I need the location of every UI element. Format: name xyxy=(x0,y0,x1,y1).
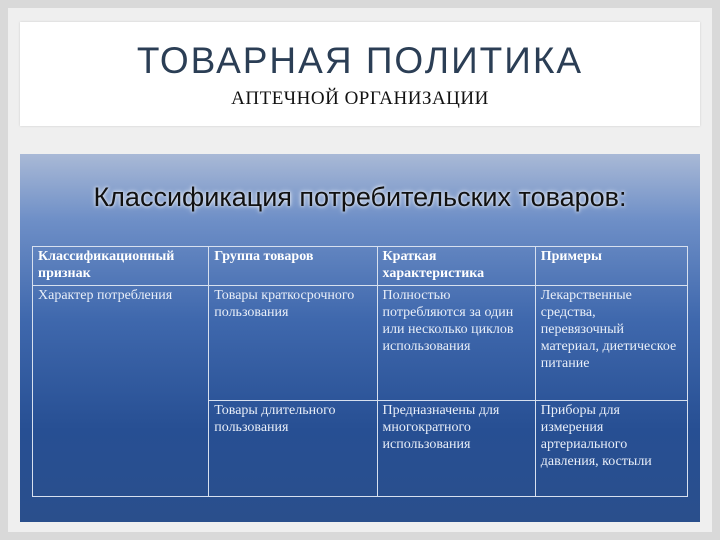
table-row xyxy=(33,286,688,401)
slide-title: ТОВАРНАЯ ПОЛИТИКА xyxy=(136,40,584,81)
title-box xyxy=(20,22,700,126)
cell-feature: Характер потребления xyxy=(33,286,209,497)
cell-description: Предназначены для многократного использования xyxy=(377,401,535,497)
slide-subtitle: АПТЕЧНОЙ ОРГАНИЗАЦИИ xyxy=(231,88,489,109)
cell-group: Товары длительного пользования xyxy=(209,401,377,497)
content-panel xyxy=(20,154,700,522)
header-cell-feature: Классификационный признак xyxy=(33,247,209,286)
panel-heading: Классификация потребительских товаров: xyxy=(93,182,627,212)
cell-examples: Лекарственные средства, перевязочный материал, диетическое питание xyxy=(535,286,687,401)
cell-examples: Приборы для измерения артериального давления, костыли xyxy=(535,401,687,497)
header-cell-group: Группа товаров xyxy=(209,247,377,286)
header-cell-description: Краткая характеристика xyxy=(377,247,535,286)
cell-description: Полностью потребляются за один или несколько циклов использования xyxy=(377,286,535,401)
cell-group: Товары краткосрочного пользования xyxy=(209,286,377,401)
classification-table xyxy=(32,246,688,497)
header-cell-examples: Примеры xyxy=(535,247,687,286)
table-header-row xyxy=(33,247,688,286)
